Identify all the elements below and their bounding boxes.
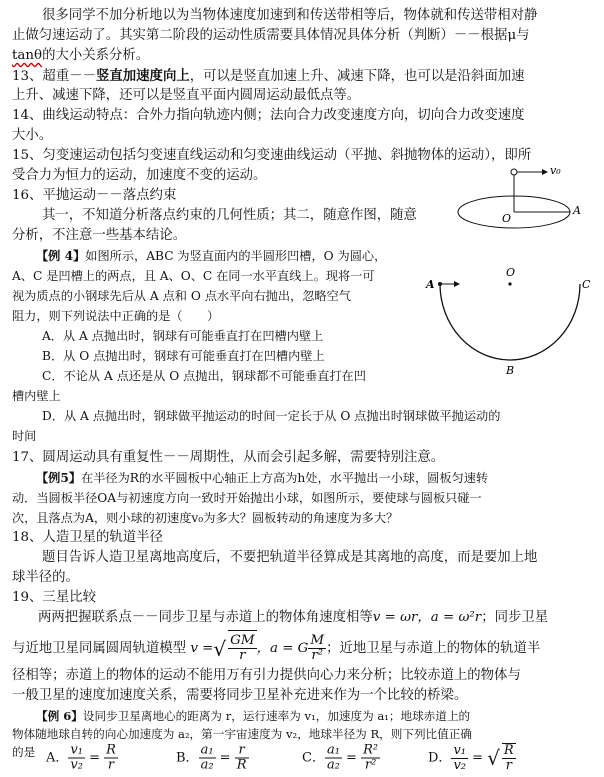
bowl-figure bbox=[422, 262, 594, 380]
option-label: A． bbox=[46, 750, 69, 766]
numerator: a₁ bbox=[200, 742, 214, 758]
fraction bbox=[361, 744, 380, 773]
text-span: 的大小关系分析。 bbox=[42, 48, 150, 63]
numerator: R bbox=[106, 742, 116, 758]
fraction bbox=[228, 634, 256, 663]
text-span: 与近地卫星同属圆周轨道模型 bbox=[12, 641, 187, 656]
denominator: v₂ bbox=[70, 757, 83, 773]
label-v0: v₀ bbox=[550, 164, 561, 177]
option-label: D． bbox=[428, 750, 452, 766]
equals-sign: = bbox=[341, 750, 362, 766]
numerator: GM bbox=[230, 633, 255, 648]
text-line bbox=[12, 46, 594, 66]
text-line: 题目告诉人造卫星离地高度后，不要把轨道半径算成是其离地的高度，而是要加上地 bbox=[42, 550, 538, 565]
denominator: r² bbox=[364, 757, 377, 773]
text-line: 分析，不注意一些基本结论。 bbox=[12, 228, 187, 243]
label-B: B bbox=[506, 364, 515, 377]
option-A: A．从 A 点抛出时，钢球有可能垂直打在凹槽内壁上 bbox=[42, 329, 324, 343]
heading-18: 18、人造卫星的轨道半径 bbox=[12, 530, 163, 545]
text-line: 止做匀速运动了。其实第二阶段的运动性质需要具体情况具体分析（判断）－－根据μ与 bbox=[12, 28, 530, 43]
text-line bbox=[38, 608, 594, 628]
formula-line bbox=[12, 630, 594, 667]
sqrt-sign: √ bbox=[487, 746, 500, 770]
label-C: C bbox=[582, 278, 591, 291]
heading-19: 19、三星比较 bbox=[12, 590, 96, 605]
numerator: v₁ bbox=[453, 742, 466, 758]
label-A: A bbox=[573, 204, 581, 217]
denominator: a₂ bbox=[200, 757, 214, 773]
option-a bbox=[46, 744, 118, 773]
denominator: R bbox=[236, 757, 247, 773]
example-4-line: A、C 是凹槽上的两点，且 A、O、C 在同一水平直线上。现将一可 bbox=[12, 269, 375, 283]
option-C-cont: 槽内壁上 bbox=[12, 389, 61, 403]
denominator: a₂ bbox=[326, 757, 340, 773]
fraction bbox=[308, 634, 326, 663]
text-span: 在半径为R的水平圆板中心轴正上方高为h处，水平抛出一小球，圆板匀速转 bbox=[81, 471, 489, 485]
numerator: r bbox=[235, 744, 249, 759]
option-D-cont: 时间 bbox=[12, 429, 37, 443]
text-line: 一般卫星的速度加速度关系，需要将同步卫星补充进来作为一个比较的桥梁。 bbox=[12, 688, 468, 703]
fraction bbox=[235, 744, 249, 773]
denominator: r bbox=[239, 648, 246, 663]
example-6-line: 物体随地球自转的向心加速度为 a₂，第一宇宙速度为 v₂，地球半径为 R，则下列比值正确 bbox=[12, 727, 472, 741]
numerator: R bbox=[503, 743, 514, 758]
text-line: 上升、减速下降，还可以是竖直平面内圆周运动最低点等。 bbox=[12, 88, 361, 103]
denominator: r bbox=[107, 757, 115, 773]
text-span: ；近地卫星与赤道上的物体的轨道半 bbox=[326, 641, 541, 656]
option-c bbox=[302, 744, 380, 773]
example-5-line: 次，且落点为A，则小球的初速度v₀为多大？圆板转动的角速度为多大？ bbox=[12, 511, 399, 525]
fraction bbox=[325, 744, 342, 773]
equals-sign: = bbox=[468, 750, 488, 766]
fraction bbox=[104, 744, 118, 773]
bowl-arc bbox=[440, 284, 580, 360]
text-line: 其一，不知道分析落点约束的几何性质；其二，随意作图，随意 bbox=[42, 208, 417, 223]
equals-sign: = bbox=[215, 750, 235, 766]
heading-15: 15、匀变速运动包括匀变速直线运动和匀变速曲线运动（平抛、斜抛物体的运动），即所 bbox=[12, 148, 532, 163]
text-line: 球半径的。 bbox=[12, 570, 79, 585]
text-line: 径相等；赤道上的物体的运动不能用万有引力提供向心力来分析；比较赤道上的物体与 bbox=[12, 668, 521, 683]
arrow-head bbox=[454, 281, 460, 287]
equals-sign: = bbox=[84, 750, 105, 766]
denominator: r² bbox=[311, 648, 324, 663]
point-O bbox=[508, 282, 511, 285]
fraction bbox=[502, 744, 516, 773]
text-span: 如图所示，ABC 为竖直面内的半圆形凹槽，O 为圆心， bbox=[85, 249, 387, 263]
numerator: R² bbox=[363, 742, 379, 758]
example-6-line: 的是 bbox=[12, 745, 36, 759]
example-4-line: 阻力，则下列说法中正确的是（ ） bbox=[12, 309, 220, 323]
sqrt-body bbox=[502, 743, 516, 773]
option-C: C．不论从 A 点还是从 O 点抛出，钢球都不可能垂直打在凹 bbox=[42, 369, 366, 383]
text-line: 受合力为恒力的运动，加速度不变的运动。 bbox=[12, 168, 267, 183]
text-span: ；同步卫星 bbox=[481, 610, 549, 625]
example-tag: 【例 4】 bbox=[36, 249, 86, 263]
tan-theta: tanθ bbox=[12, 48, 43, 63]
text-line: 大小。 bbox=[12, 128, 53, 143]
text-line: 很多同学不加分析地以为当物体速度加速到和传送带相等后，物体就和传送带相对静 bbox=[42, 8, 538, 23]
example-5-line bbox=[36, 468, 594, 488]
ball bbox=[511, 169, 517, 175]
denominator: r bbox=[505, 758, 512, 773]
numerator: M bbox=[310, 633, 325, 648]
label-O: O bbox=[506, 266, 516, 279]
text-span: 两两把握联系点－－同步卫星与赤道上的物体角速度相等 bbox=[38, 610, 373, 625]
disk-figure bbox=[452, 160, 592, 248]
label-O: O bbox=[502, 212, 512, 225]
example-5-line: 动．当圆板半径OA与初速度方向一致时开始抛出小球，如图所示，要使球与圆板只碰一 bbox=[12, 491, 482, 505]
heading-14: 14、曲线运动特点：合外力指向轨迹内侧；法向合力改变速度方向，切向合力改变速度 bbox=[12, 108, 525, 123]
option-d bbox=[428, 743, 516, 773]
fraction bbox=[68, 744, 85, 773]
option-b bbox=[176, 744, 249, 773]
denominator: v₂ bbox=[453, 757, 466, 773]
example-tag: 【例 6】 bbox=[36, 709, 83, 723]
example-4-line: 视为质点的小钢球先后从 A 点和 O 点水平向右抛出，忽略空气 bbox=[12, 289, 351, 303]
sqrt-body bbox=[228, 630, 256, 667]
numerator: v₁ bbox=[70, 742, 83, 758]
option-B: B．从 O 点抛出时，钢球有可能垂直打在凹槽内壁上 bbox=[42, 349, 325, 363]
heading-13 bbox=[12, 66, 594, 87]
formula: v = ωr，a = ω²r bbox=[372, 610, 482, 625]
text-span: 设同步卫星离地心的距离为 r，运行速率为 v₁，加速度为 a₁；地球赤道上的 bbox=[82, 709, 471, 723]
bold-span: 竖直加速度向上 bbox=[96, 68, 190, 84]
fraction bbox=[199, 744, 216, 773]
option-label: C． bbox=[302, 750, 325, 766]
text-span: 13、超重－－ bbox=[12, 69, 96, 84]
text-span: ，可以是竖直加速上升、减速下降，也可以是沿斜面加速 bbox=[189, 69, 525, 84]
sqrt-sign: √ bbox=[213, 636, 227, 661]
heading-16: 16、平抛运动－－落点约束 bbox=[12, 188, 177, 203]
example-6-line bbox=[36, 706, 594, 726]
option-label: B． bbox=[176, 750, 199, 766]
formula-a: ，a = G bbox=[256, 641, 309, 656]
arrow-head bbox=[542, 169, 548, 175]
option-D: D．从 A 点抛出时，钢球做平抛运动的时间一定长于从 O 点抛出时钢球做平抛运动的 bbox=[42, 409, 501, 423]
formula-v: v = bbox=[190, 641, 214, 656]
point-A bbox=[438, 282, 442, 286]
example-tag: 【例5】 bbox=[36, 471, 82, 485]
fraction bbox=[451, 744, 468, 773]
numerator: a₁ bbox=[326, 742, 340, 758]
label-A: A bbox=[426, 278, 435, 291]
heading-17: 17、圆周运动具有重复性－－周期性，从而会引起多解，需要特别注意。 bbox=[12, 450, 445, 465]
